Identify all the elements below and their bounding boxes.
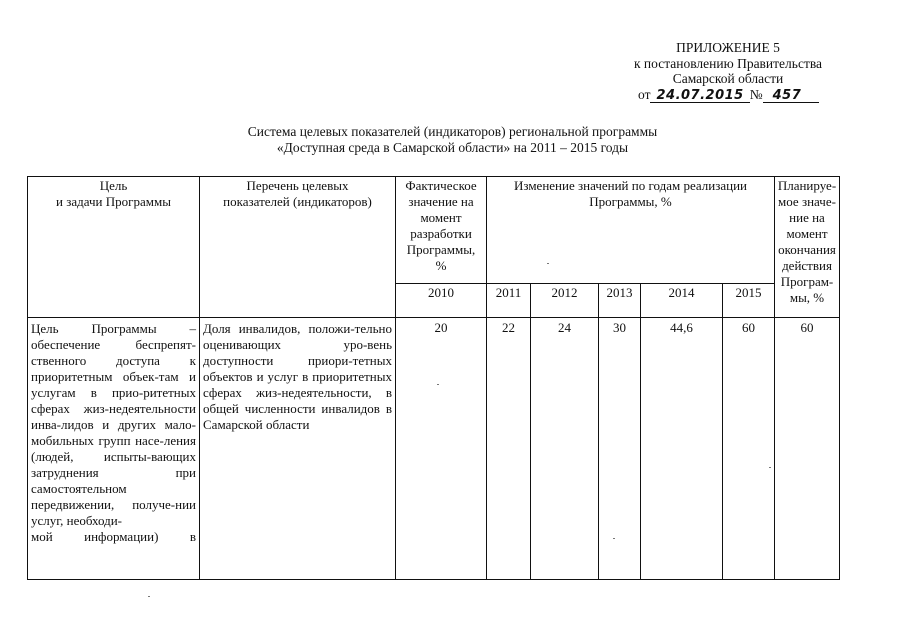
handwritten-number: 457 xyxy=(763,90,820,103)
document-title-line-2: «Доступная среда в Самарской области» на 2011 – 2015 годы xyxy=(276,140,629,155)
year-cell: 2015 xyxy=(723,284,775,318)
appendix-header xyxy=(598,40,858,103)
year-cell: 2010 xyxy=(396,284,487,318)
indicators-table xyxy=(27,176,840,580)
goal-text-last: мой информации) в xyxy=(31,529,196,544)
value-cell: 60 xyxy=(723,318,775,580)
value-cell: 44,6 xyxy=(641,318,723,580)
scan-speck xyxy=(148,596,150,597)
value-cell: 22 xyxy=(487,318,531,580)
appendix-line-1: к постановлению Правительства xyxy=(633,55,823,71)
order-line xyxy=(638,87,858,103)
year-cell: 2014 xyxy=(641,284,723,318)
document-title xyxy=(0,124,905,156)
header-goal: Цель и задачи Программы xyxy=(28,177,200,318)
goal-text: Цель Программы – обеспечение беспрепят-ственного доступа к приоритетным объек-там и услугам в прио-ритетных сферах жиз-недеятельности инва-лидов и других мало-мобильных групп насе-ления (людей, испыты-вающих затруднения при самостоятельном передвижении, получе-нии услуг, необходи- xyxy=(31,321,196,528)
header-row xyxy=(28,177,840,284)
header-indicators: Перечень целевых показателей (индикаторов) xyxy=(200,177,396,318)
document-title-line-1: Система целевых показателей (индикаторов) региональной программы xyxy=(247,124,658,139)
indicator-cell xyxy=(200,318,396,580)
value-cell: 30 xyxy=(599,318,641,580)
indicator-text: Доля инвалидов, положи-тельно оценивающих уро-вень доступности приори-тетных объектов и услуг в приоритетных сферах жиз-недеятельности, в общей численности инвалидов в Самарской области xyxy=(203,321,392,432)
year-cell: 2013 xyxy=(599,284,641,318)
goal-cell xyxy=(28,318,200,580)
scan-speck xyxy=(613,538,615,539)
appendix-line-2: Самарской области xyxy=(672,71,784,86)
handwritten-date: 24.07.2015 xyxy=(650,90,749,103)
planned-value-cell: 60 xyxy=(775,318,840,580)
from-label: от xyxy=(638,86,651,102)
header-change: Изменение значений по годам реализации Программы, % xyxy=(487,177,775,284)
scan-speck xyxy=(437,384,439,385)
scan-speck xyxy=(769,467,771,468)
appendix-title: ПРИЛОЖЕНИЕ 5 xyxy=(676,40,780,55)
year-cell: 2012 xyxy=(531,284,599,318)
header-actual: Фактическое значение на момент разработки Программы, % xyxy=(396,177,487,284)
value-cell: 20 xyxy=(396,318,487,580)
table-row xyxy=(28,318,840,580)
value-cell: 24 xyxy=(531,318,599,580)
scan-speck xyxy=(547,263,549,264)
year-cell: 2011 xyxy=(487,284,531,318)
number-label: № xyxy=(749,86,763,102)
header-planned: Планируе- мое значе- ние на момент окончания действия Програм- мы, % xyxy=(775,177,840,318)
